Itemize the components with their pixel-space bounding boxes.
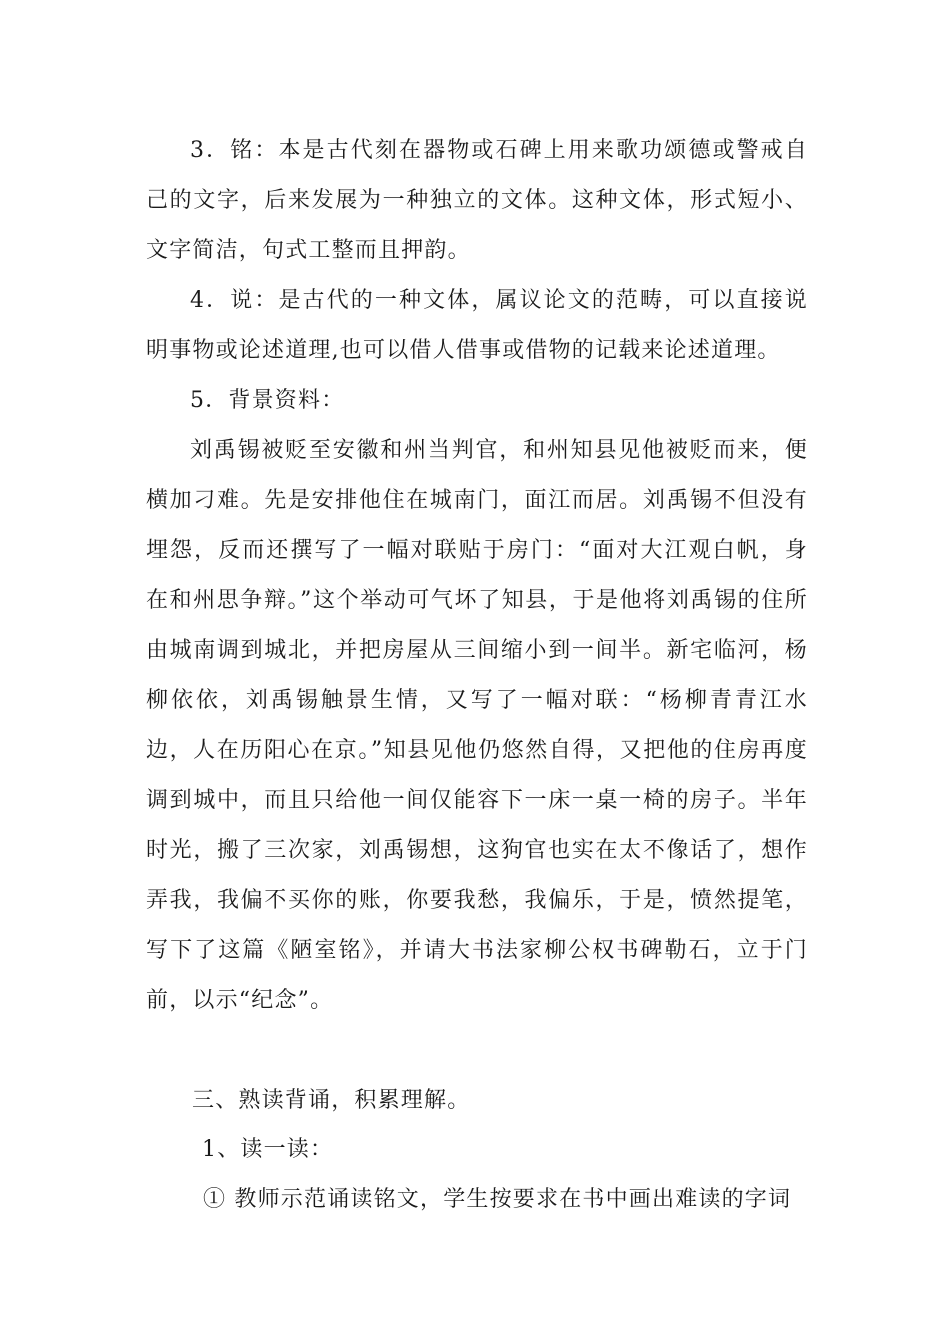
list-item-teacher-demo: ① 教师示范诵读铭文，学生按要求在书中画出难读的字词 (203, 1187, 792, 1212)
subsection-read-heading: 1、读一读： (202, 1137, 334, 1162)
paragraph-ming-definition: 3．铭：本是古代刻在器物或石碑上用来歌功颂德或警戒自己的文字，后来发展为一种独立的文体。这种文体，形式短小、文字简洁，句式工整而且押韵。 (146, 138, 808, 263)
section-three-heading: 三、熟读背诵，积累理解。 (192, 1088, 471, 1113)
paragraph-background-story: 刘禹锡被贬至安徽和州当判官，和州知县见他被贬而来，便横加刁难。先是安排他住在城南门，面江而居。刘禹锡不但没有埋怨，反而还撰写了一幅对联贴于房门：“面对大江观白帆，身在和州思争辩。”这个举动可气坏了知县，于是他将刘禹锡的住所由城南调到城北，并把房屋从三间缩小到一间半。新宅临河，杨柳依依，刘禹锡触景生情，又写了一幅对联：“杨柳青青江水边，人在历阳心在京。”知县见他仍悠然自得，又把他的住房再度调到城中，而且只给他一间仅能容下一床一桌一椅的房子。半年时光，搬了三次家，刘禹锡想，这狗官也实在太不像话了，想作弄我，我偏不买你的账，你要我愁，我偏乐，于是，愤然提笔，写下了这篇《陋室铭》，并请大书法家柳公权书碑勒石，立于门前，以示“纪念”。 (146, 438, 808, 1013)
paragraph-background-title: 5．背景资料： (190, 388, 345, 413)
paragraph-shuo-definition: 4．说：是古代的一种文体，属议论文的范畴，可以直接说明事物或论述道理,也可以借人借事或借物的记载来论述道理。 (146, 288, 808, 363)
